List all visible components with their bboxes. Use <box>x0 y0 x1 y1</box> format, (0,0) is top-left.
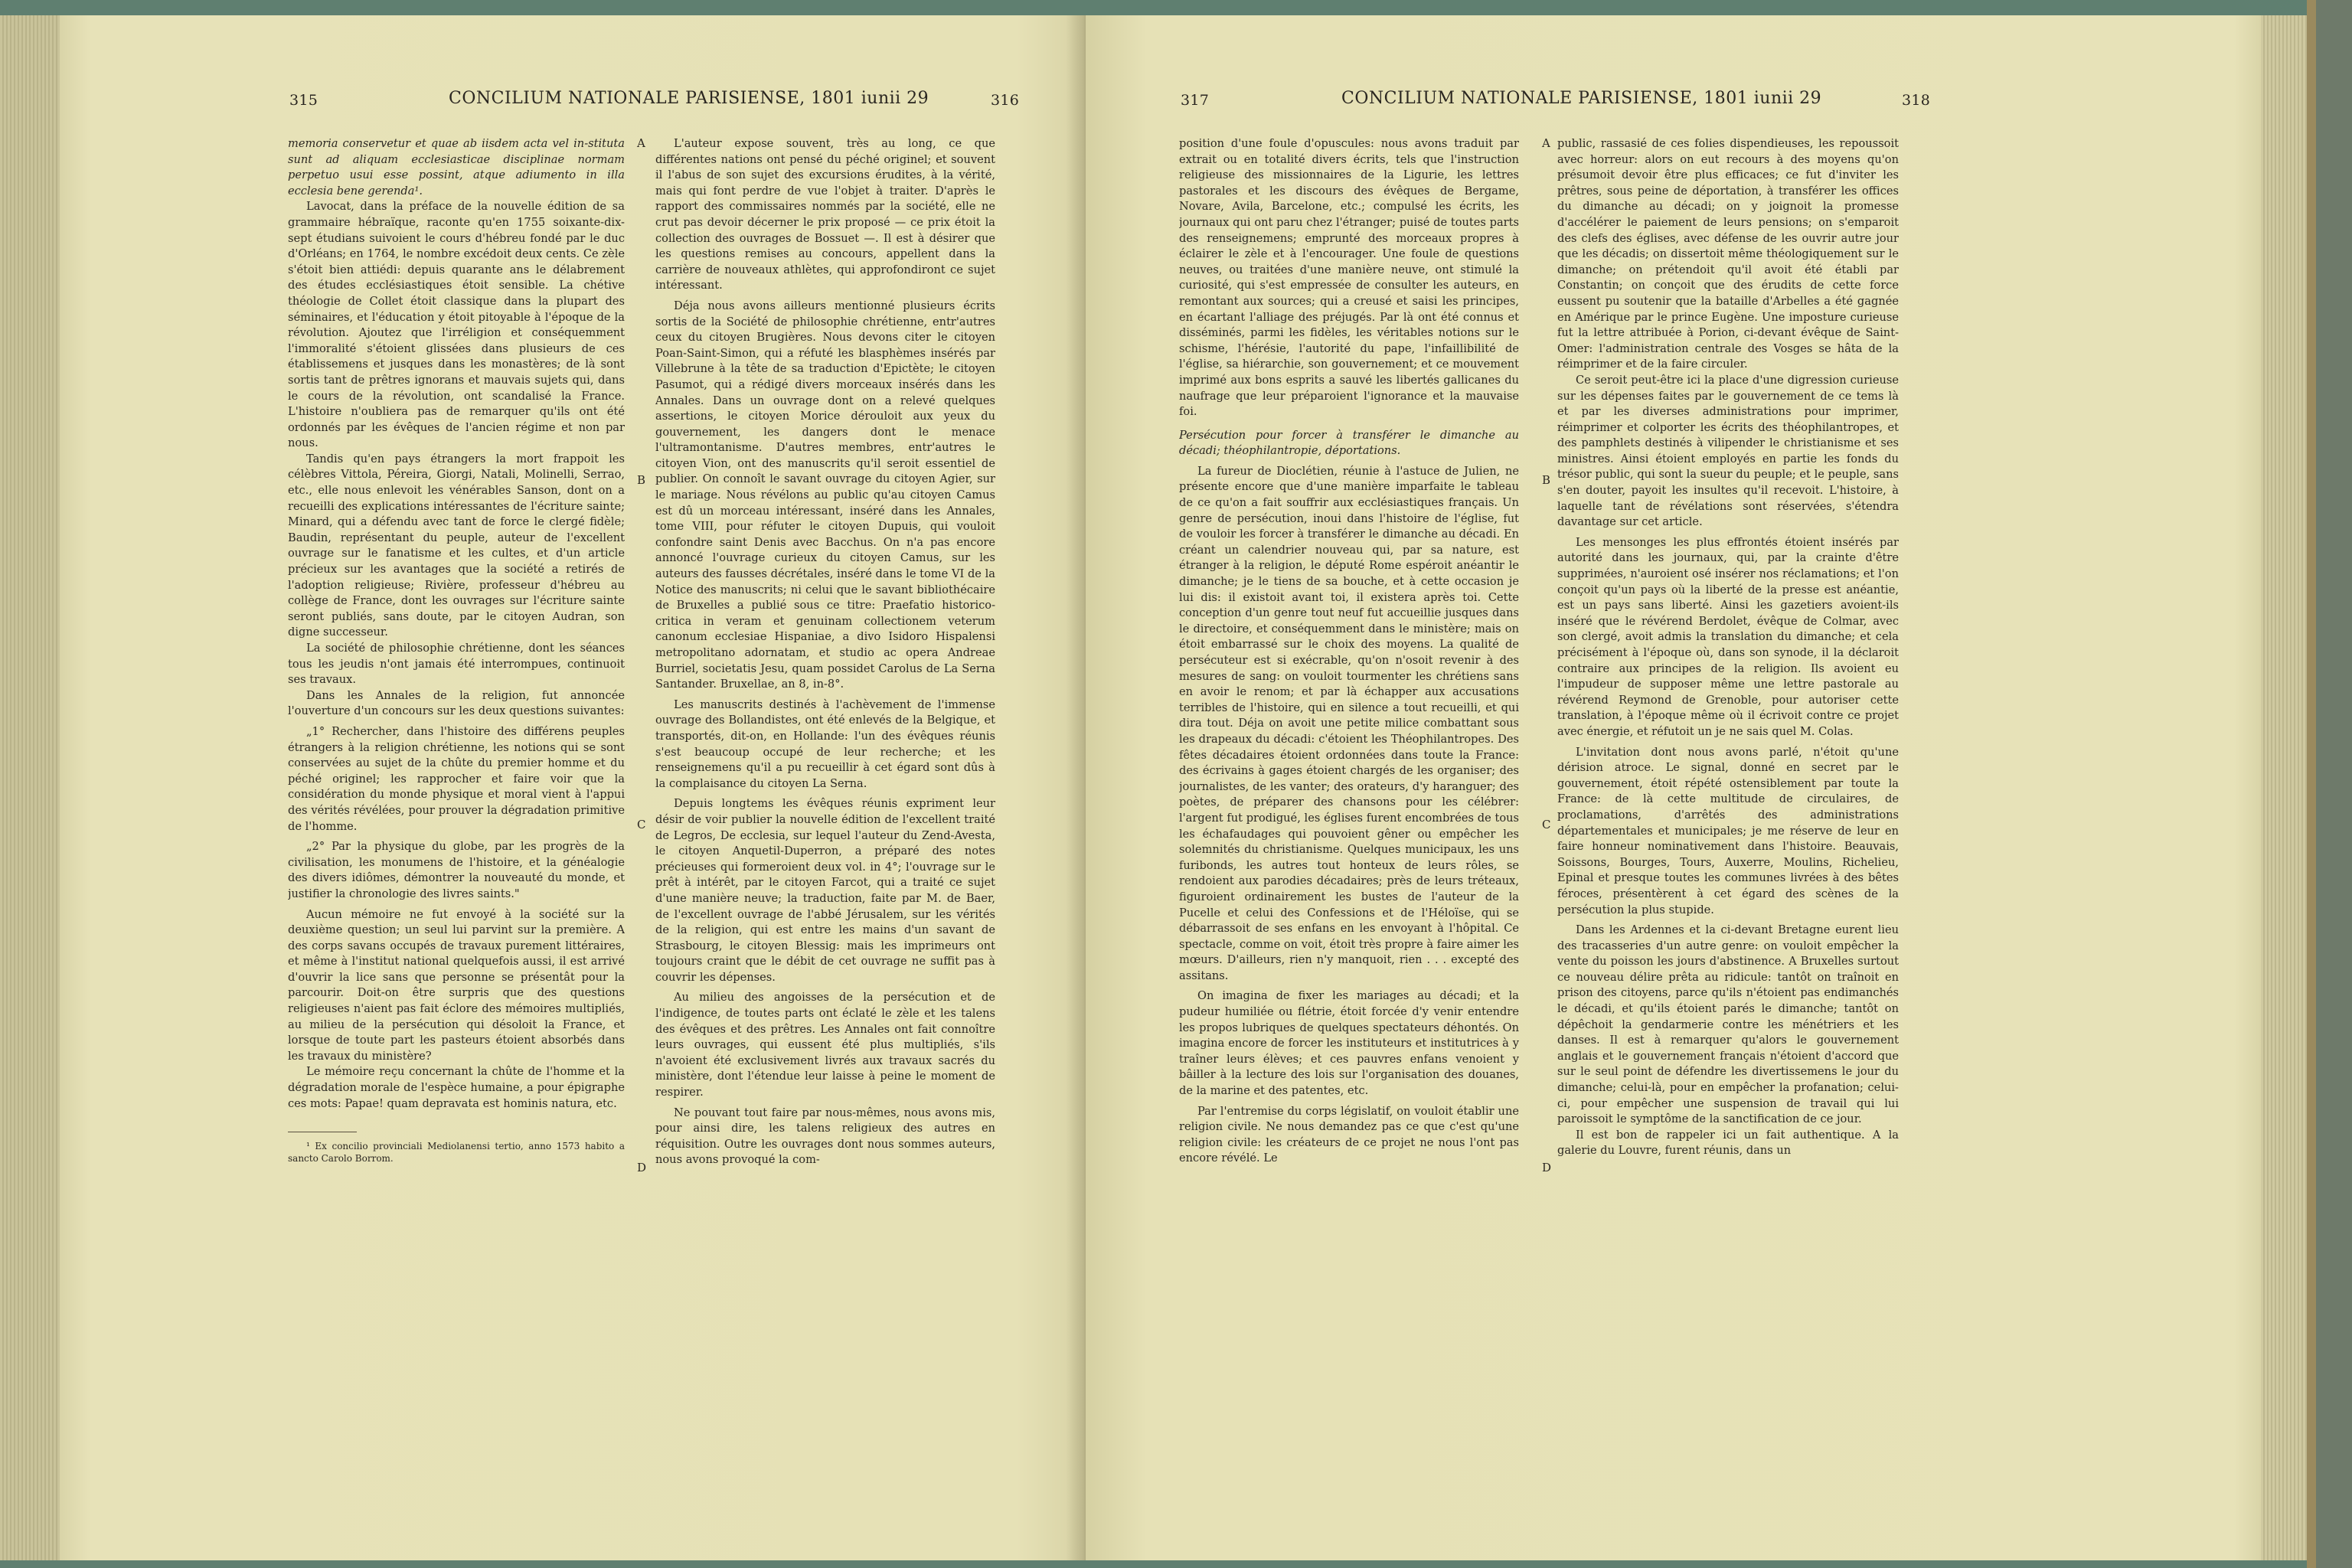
section-marker-b: B <box>637 473 646 487</box>
paragraph: „2° Par la physique du globe, par les progrès de la civilisation, les monumens de l'histoire, et la généalogie des divers idiômes, démontrer la nouveauté du monde, et justifier la chronologie des livres saints." <box>288 840 625 900</box>
paragraph: On imagina de fixer les mariages au décadi; et la pudeur humiliée ou flétrie, étoit forcée d'y venir entendre les propos lubriques de quelques spectateurs déhontés. On imagina encore de forcer les instituteurs et institutrices à y traîner leurs élèves; et ces pauvres enfans venoient y bâiller à la lecture des lois sur l'organisation des douanes, de la marine et des patentes, etc. <box>1179 989 1519 1098</box>
page-number-315: 315 <box>289 92 318 109</box>
footnote: ¹ Ex concilio provinciali Mediolanensi tertio, anno 1573 habito a sancto Carolo Borrom. <box>288 1141 625 1165</box>
paragraph: Depuis longtems les évêques réunis expriment leur désir de voir publier la nouvelle édition de l'excellent traité de Legros, De ecclesia, sur lequel l'auteur du Zend-Avesta, le citoyen Anquetil-Duperron, a préparé des notes précieuses qui formeroient deux vol. in 4°; l'ouvrage sur le prêt à intérêt, par le citoyen Farcot, qui a traité ce sujet d'une manière neuve; la traduction, faite par M. de Baer, de l'excellent ouvrage de l'abbé Jérusalem, sur les vérités de la religion, qui est entre les mains d'un savant de Strasbourg, le citoyen Blessig: mais les imprimeurs ont toujours craint que le débit de cet ouvrage ne suffit pas à couvrir les dépenses. <box>655 797 995 984</box>
paragraph: Dans les Ardennes et la ci-devant Bretagne eurent lieu des tracasseries d'un autre genre: on vouloit empêcher la vente du poisson les jours d'abstinence. A Bruxelles surtout ce nouveau délire prêta au ridicule: tantôt on traînoit en prison des citoyens, parce qu'ils n'étoient pas endimanchés le décadi, et qu'ils étoient parés le dimanche; tantôt on dépêchoit la gendarmerie contre les ménétriers et les danses. Il est à remarquer qu'alors le gouvernement anglais et le gouvernement français n'étoient d'accord que sur le seul point de défendre les divertissemens le jour du dimanche; celui-là, pour en empêcher la profanation; celui-ci, pour empêcher une suspension de travail qui lui paroissoit le symptôme de la sanctification de ce jour. <box>1557 923 1899 1126</box>
book-page-edges-left <box>0 15 60 1560</box>
paragraph: Au milieu des angoisses de la persécution et de l'indigence, de toutes parts ont éclaté le zèle et les talens des évêques et des prêtres. Les Annales ont fait connoître leurs ouvrages, qui eussent été plus multipliés, s'ils n'avoient été exclusivement livrés aux travaux sacrés du ministère, dont l'étendue leur laisse à peine le moment de respirer. <box>655 991 995 1099</box>
book-cover-edge <box>2307 0 2352 1568</box>
paragraph: Les manuscrits destinés à l'achèvement de l'immense ouvrage des Bollandistes, ont été enlevés de la Belgique, et transportés, dit-on, en Hollande: l'un des évêques réunis s'est beaucoup occupé de leur recherche; et les renseignemens qu'il a pu recueillir à cet égard sont dûs à la complaisance du citoyen La Serna. <box>655 697 995 790</box>
right-page-column-2 <box>1557 136 1899 1159</box>
paragraph: La fureur de Dioclétien, réunie à l'astuce de Julien, ne présente encore que d'une manière imparfaite le tableau de ce qu'on a fait souffrir aux ecclésiastiques français. Un genre de persécution, inoui dans l'histoire de l'église, fut de vouloir les forcer à transférer le dimanche au décadi. En créant un calendrier nouveau qui, par sa nature, est étranger à la religion, le député Rome espéroit anéantir le dimanche; je le tiens de sa bouche, et à cette occasion je lui dis: il existoit avant toi, il existera après toi. Cette conception d'un genre tout neuf fut accueillie jusques dans le directoire, et conséquemment dans le ministère; mais on étoit embarrassé sur le choix des moyens. La qualité de persécuteur est si exécrable, qu'on n'osoit revenir à des mesures de sang: on vouloit tourmenter les chrétiens sans en avoir le renom; et par là échapper aux accusations terribles de l'histoire, qui en silence a tout recueilli, et qui dira tout. Déja on avoit une petite milice combattant sous les drapeaux du décadi: c'étoient les Théophilantropes. Des fêtes décadaires étoient ordonnées dans toute la France: des écrivains à gages étoient chargés de les organiser; des journalistes, de les vanter; des orateurs, d'y haranguer; des poètes, de préparer des chansons pour les célébrer: l'argent fut prodigué, les églises furent encombrées de tous les échafaudages qui pouvoient gêner ou empêcher les solemnités du christianisme. Quelques municipaux, les uns furibonds, les autres tout honteux de leurs rôles, se rendoient aux parodies décadaires; près de leurs tréteaux, figuroient ordinairement les bustes de l'auteur de la Pucelle et celui des Confessions et de l'Héloïse, qui se débarrassoit de ses enfans en les envoyant à l'hôpital. Ce spectacle, comme on voit, étoit très propre à faire aimer les mœurs. D'ailleurs, rien n'y manquoit, rien . . . excepté des assitans. <box>1179 464 1519 982</box>
running-title: CONCILIUM NATIONALE PARISIENSE, 1801 iunii 29 <box>449 89 929 108</box>
paragraph: Déja nous avons ailleurs mentionné plusieurs écrits sortis de la Société de philosophie chrétienne, entr'autres ceux du citoyen Brugières. Nous devons citer le citoyen Poan-Saint-Simon, qui a réfuté les blasphèmes insérés par Villebrune à la tête de sa traduction d'Epictète; le citoyen Pasumot, qui a rédigé divers morceaux insérés dans les Annales. Dans un ouvrage dont on a relevé quelques assertions, le citoyen Morice dérouloit aux yeux du gouvernement, les dangers dont le menace l'ultramontanisme. D'autres membres, entr'autres le citoyen Vion, ont des manuscrits qu'il seroit essentiel de publier. On connoît le savant ouvrage du citoyen Agier, sur le mariage. Nous révélons au public qu'au citoyen Camus est dû un morceau intéressant, inséré dans les Annales, tome VIII, pour réfuter le citoyen Dupuis, qui vouloit confondre saint Denis avec Bacchus. On n'a pas encore annoncé l'ouvrage curieux du citoyen Camus, sur les auteurs des fausses décrétales, inséré dans le tome VI de la Notice des manuscrits; ni celui que le savant bibliothécaire de Bruxelles a publié sous ce titre: Praefatio historico-critica in veram et genuinam collectionem veterum canonum ecclesiae Hispaniae, a divo Isidoro Hispalensi metropolitano adornatam, et studio ac opera Andreae Burriel, societatis Jesu, quam possidet Carolus de La Serna Santander. Bruxellae, an 8, in-8°. <box>655 299 995 691</box>
paragraph: „1° Rechercher, dans l'histoire des différens peuples étrangers à la religion chrétienne, les notions qui se sont conservées au sujet de la chûte du premier homme et du péché originel; les rapprocher et faire voir que la considération du monde physique et moral vient à l'appui des vérités révélées, pour prouver la dégradation primitive de l'homme. <box>288 724 625 833</box>
page-number-317: 317 <box>1181 92 1210 109</box>
left-page-column-2 <box>655 136 995 1168</box>
section-marker-a: A <box>1542 136 1550 150</box>
paragraph: public, rassasié de ces folies dispendieuses, les repoussoit avec horreur: alors on eut recours à des moyens qu'on présumoit devoir être plus efficaces; ce fut d'inviter les prêtres, sous peine de déportation, à transférer les offices du dimanche au décadi; on y joignoit la promesse d'accélérer le paiement de leurs pensions; on s'emparoit des clefs des églises, avec défense de les ouvrir autre jour que les décadis; on dissertoit même théologiquement sur le dimanche; on prétendoit qu'il avoit été établi par Constantin; on conçoit que des érudits de cette force eussent pu soutenir que la bataille d'Arbelles a été gagnée en Amérique par le prince Eugène. Une imposture curieuse fut la lettre attribuée à Porion, ci-devant évêque de Saint-Omer: l'administration centrale des Vosges se hâta de la réimprimer et de la faire circuler. <box>1557 137 1899 371</box>
paragraph: memoria conservetur et quae ab iisdem acta vel in-stituta sunt ad aliquam ecclesiasticae disciplinae normam perpetuo usui esse possint, atque adiumento in illa ecclesia bene gerenda¹. <box>288 137 625 198</box>
paragraph: Par l'entremise du corps législatif, on vouloit établir une religion civile. Ne nous demandez pas ce que c'est qu'une religion civile: les créateurs de ce projet ne nous l'ont pas encore révélé. Le <box>1179 1104 1519 1165</box>
book-page-edges-right <box>2261 15 2307 1560</box>
paragraph: Lavocat, dans la préface de la nouvelle édition de sa grammaire hébraïque, raconte qu'en 1755 soixante-dix-sept étudians suivoient le cours d'hébreu fondé par le duc d'Orléans; en 1764, le nombre excédoit deux cents. Ce zèle s'étoit bien attiédi: depuis quarante ans le délabrement des études ecclésiastiques étoit sensible. La chétive théologie de Collet étoit classique dans la plupart des séminaires, et l'éducation y étoit pitoyable à l'époque de la révolution. Ajoutez que l'irréligion et conséquemment l'immoralité s'étoient glissées dans plusieurs de ces établissemens et jusques dans les monastères; de là sont sortis tant de prêtres ignorans et mauvais sujets qui, dans le cours de la révolution, ont scandalisé la France. L'histoire n'oubliera pas de remarquer qu'ils ont été ordonnés par les évêques de l'ancien régime et non par nous. <box>288 200 625 450</box>
right-page <box>1086 15 2261 1560</box>
paragraph: L'invitation dont nous avons parlé, n'étoit qu'une dérision atroce. Le signal, donné en secret par le gouvernement, étoit répété ostensiblement par toute la France: de là cette multitude de circulaires, de proclamations, d'arrêtés des administrations départementales et municipales; je me réserve de leur en faire honneur nominativement dans l'histoire. Beauvais, Soissons, Bourges, Tours, Auxerre, Moulins, Richelieu, Epinal et presque toutes les communes livrées à des bêtes féroces, présentèrent à cet égard des scènes de la persécution la plus stupide. <box>1557 745 1899 916</box>
paragraph: Ce seroit peut-être ici la place d'une digression curieuse sur les dépenses faites par le gouvernement de ce tems là et par les diverses administrations pour imprimer, réimprimer et colporter les écrits des théophilantropes, et des pamphlets destinés à vilipender le christianisme et ses ministres. Ainsi étoient employés en partie les fonds du trésor public, qui sont la sueur du peuple; et le peuple, sans s'en douter, payoit les insultes qu'il recevoit. L'histoire, à laquelle tant de révélations sont réservées, s'étendra davantage sur cet article. <box>1557 373 1899 529</box>
paragraph: Les mensonges les plus effrontés étoient insérés par autorité dans les journaux, qui, par la crainte d'être supprimées, n'auroient osé insérer nos réclamations; et l'on conçoit qu'un pays où la liberté de la presse est anéantie, est un pays sans liberté. Ainsi les gazetiers avoient-ils inséré que le révérend Berdolet, évêque de Colmar, avec son clergé, avoit admis la translation du dimanche; et cela précisément à l'époque où, dans son synode, il la déclaroit contraire aux principes de la religion. Ils avoient eu l'impudeur de supposer même une lettre pastorale au révérend Reymond de Grenoble, pour autoriser cette translation, à l'époque même où il écrivoit contre ce projet avec énergie, et réfutoit un je ne sais quel M. Colas. <box>1557 535 1899 738</box>
paragraph: Dans les Annales de la religion, fut annoncée l'ouverture d'un concours sur les deux questions suivantes: <box>288 688 625 718</box>
section-marker-c: C <box>637 818 646 831</box>
paragraph: Le mémoire reçu concernant la chûte de l'homme et la dégradation morale de l'espèce humaine, a pour épigraphe ces mots: Papae! quam depravata est hominis natura, etc. <box>288 1065 625 1110</box>
left-page-column-1 <box>288 136 625 1165</box>
section-marker-b: B <box>1542 473 1551 487</box>
page-number-316: 316 <box>991 92 1020 109</box>
section-marker-d: D <box>1542 1161 1552 1174</box>
paragraph: L'auteur expose souvent, très au long, ce que différentes nations ont pensé du péché originel; et souvent il l'abus de son sujet des excursions érudites, à la vérité, mais qui font perdre de vue l'objet à traiter. D'après le rapport des commissaires nommés par la société, elle ne crut pas devoir décerner le prix proposé — ce prix étoit la collection des ouvrages de Bossuet —. Il est à désirer que les questions remises au concours, appellent dans la carrière de nouveaux athlètes, qui approfondiront ce sujet intéressant. <box>655 137 995 292</box>
section-marker-c: C <box>1542 818 1551 831</box>
section-heading: Persécution pour forcer à transférer le dimanche au décadi; théophilantropie, déportations. <box>1179 428 1519 458</box>
paragraph: Il est bon de rappeler ici un fait authentique. A la galerie du Louvre, furent réunis, dans un <box>1557 1128 1899 1158</box>
section-marker-a: A <box>637 136 645 150</box>
running-title: CONCILIUM NATIONALE PARISIENSE, 1801 iunii 29 <box>1341 89 1822 108</box>
paragraph: position d'une foule d'opuscules: nous avons traduit par extrait ou en totalité divers écrits, tels que l'instruction religieuse des missionnaires de la Ligurie, les lettres pastorales et les discours des évêques de Bergame, Novare, Avila, Barcelone, etc.; compulsé les écrits, les journaux qui ont paru chez l'étranger; puisé de toutes parts des renseignemens; emprunté des morceaux propres à éclairer le zèle et à l'encourager. Une foule de questions neuves, ou traitées d'une manière neuve, ont stimulé la curiosité, qui s'est empressée de consulter les auteurs, en remontant aux sources; qui a creusé et saisi les principes, en écartant l'alliage des préjugés. Par là ont été connus et disséminés, parmi les fidèles, les véritables notions sur le schisme, l'hérésie, l'autorité du pape, l'infaillibilité de l'église, sa hiérarchie, son gouvernement; et ce mouvement imprimé aux bons esprits a sauvé les libertés gallicanes du naufrage que leur préparoient l'ignorance et la mauvaise foi. <box>1179 137 1519 419</box>
paragraph: Aucun mémoire ne fut envoyé à la société sur la deuxième question; un seul lui parvint sur la première. A des corps savans occupés de travaux purement littéraires, et même à l'institut national quelquefois aussi, il est arrivé d'ouvrir la lice sans que personne se présentât pour la parcourir. Doit-on être surpris que des questions religieuses n'aient pas fait éclore des mémoires multipliés, au milieu de la persécution qui désoloit la France, et lorsque de toute part les pasteurs étoient absorbés dans les travaux du ministère? <box>288 907 625 1063</box>
paragraph: La société de philosophie chrétienne, dont les séances tous les jeudis n'ont jamais été interrompues, continuoit ses travaux. <box>288 642 625 687</box>
paragraph: Tandis qu'en pays étrangers la mort frappoit les célèbres Vittola, Péreira, Giorgi, Natali, Molinelli, Serrao, etc., elle nous enlevoit les vénérables Sanson, dont on a recueilli des explications intéressantes de l'écriture sainte; Minard, qui a défendu avec tant de force le clergé fidèle; Baudin, représentant du peuple, auteur de l'excellent ouvrage sur le fanatisme et les cultes, et d'un article précieux sur les avantages que la société a retirés de l'adoption religieuse; Rivière, professeur d'hébreu au collège de France, dont les ouvrages sur l'écriture sainte seront publiés, sans doute, par le citoyen Audran, son digne successeur. <box>288 452 625 639</box>
page-number-318: 318 <box>1902 92 1931 109</box>
left-page <box>60 15 1086 1560</box>
right-page-column-1 <box>1179 136 1519 1167</box>
paragraph: Ne pouvant tout faire par nous-mêmes, nous avons mis, pour ainsi dire, les talens religieux des autres en réquisition. Outre les ouvrages dont nous sommes auteurs, nous avons provoqué la com- <box>655 1106 995 1167</box>
section-marker-d: D <box>637 1161 647 1174</box>
